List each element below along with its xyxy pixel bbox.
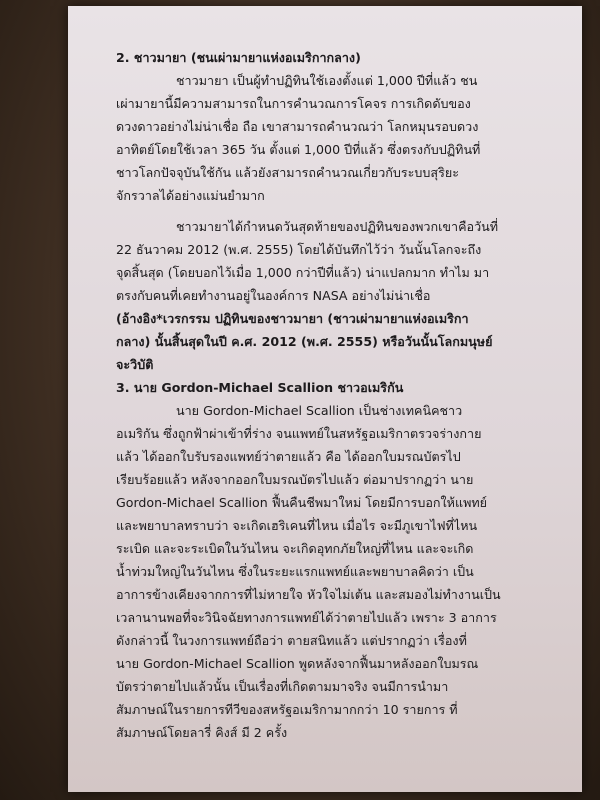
paragraph-line: 22 ธันวาคม 2012 (พ.ศ. 2555) โดยได้บันทึกไว้ว่า วันนั้นโลกจะถึง: [116, 242, 482, 257]
section-3-heading: 3. นาย Gordon-Michael Scallion ชาวอเมริกัน: [116, 380, 404, 395]
section-2-heading: 2. ชาวมายา (ชนเผ่ามายาแห่งอเมริกากลาง): [116, 50, 361, 65]
document-page: [68, 6, 582, 792]
paragraph-line: สัมภาษณ์โดยลารี่ คิงส์ มี 2 ครั้ง: [116, 725, 288, 740]
paragraph-line: ดังกล่าวนี้ ในวงการแพทย์ถือว่า ตายสนิทแล้ว แต่ปรากฏว่า เรื่องที่: [116, 633, 467, 648]
paragraph-line: อาทิตย์โดยใช้เวลา 365 วัน ตั้งแต่ 1,000 ปีที่แล้ว ซึ่งตรงกับปฏิทินที่: [116, 142, 481, 157]
paragraph-line: นาย Gordon-Michael Scallion เป็นช่างเทคนิคชาว: [176, 403, 463, 418]
paragraph-line: สัมภาษณ์ในรายการทีวีของสหรัฐอเมริกามากกว่า 10 รายการ ที่: [116, 702, 458, 717]
paragraph-line: และพยาบาลทราบว่า จะเกิดเฮริเคนที่ไหน เมื่อไร จะมีภูเขาไฟที่ไหน: [116, 518, 478, 533]
paragraph-line: Gordon-Michael Scallion ฟื้นคืนชีพมาใหม่ โดยมีการบอกให้แพทย์: [116, 495, 488, 510]
paragraph-line: เรียบร้อยแล้ว หลังจากออกใบมรณบัตรไปแล้ว ต่อมาปรากฏว่า นาย: [116, 472, 474, 487]
document-text: [116, 46, 546, 744]
paragraph-line: ตรงกับคนที่เคยทำงานอยู่ในองค์การ NASA อย่างไม่น่าเชื่อ: [116, 288, 431, 303]
paragraph-line: อาการข้างเคียงจากการที่ไม่หายใจ หัวใจไม่เต้น และสมองไม่ทำงานเป็น: [116, 587, 501, 602]
citation-line: (อ้างอิง*เวรกรรม ปฏิทินของชาวมายา (ชาวเผ่ามายาแห่งอเมริกา: [116, 311, 469, 326]
paragraph-line: ระเบิด และจะระเบิดในวันไหน จะเกิดอุทกภัยใหญ่ที่ไหน และจะเกิด: [116, 541, 474, 556]
paragraph-line: น้ำท่วมใหญ่ในวันไหน ซึ่งในระยะแรกแพทย์และพยาบาลคิดว่า เป็น: [116, 564, 474, 579]
paragraph-line: อเมริกัน ซึ่งถูกฟ้าผ่าเข้าที่ร่าง จนแพทย์ในสหรัฐอเมริกาตรวจร่างกาย: [116, 426, 482, 441]
paragraph-line: ชาวมายา เป็นผู้ทำปฏิทินใช้เองตั้งแต่ 1,000 ปีที่แล้ว ชน: [176, 73, 478, 88]
paragraph-line: จักรวาลได้อย่างแม่นยำมาก: [116, 188, 265, 203]
citation-line: กลาง) นั้นสิ้นสุดในปี ค.ศ. 2012 (พ.ศ. 2555) หรือวันนั้นโลกมนุษย์: [116, 334, 493, 349]
paragraph-line: บัตรว่าตายไปแล้วนั้น เป็นเรื่องที่เกิดตามมาจริง จนมีการนำมา: [116, 679, 449, 694]
paragraph-line: ชาวโลกปัจจุบันใช้กัน แล้วยังสามารถคำนวณเกี่ยวกับระบบสุริยะ: [116, 165, 460, 180]
paragraph-line: ชาวมายาได้กำหนดวันสุดท้ายของปฏิทินของพวกเขาคือวันที่: [176, 219, 499, 234]
paragraph-line: ดวงดาวอย่างไม่น่าเชื่อ ถือ เขาสามารถคำนวณว่า โลกหมุนรอบดวง: [116, 119, 479, 134]
paragraph-line: เผ่ามายานี้มีความสามารถในการคำนวณการโคจร การเกิดดับของ: [116, 96, 471, 111]
paragraph-line: จุดสิ้นสุด (โดยบอกไว้เมื่อ 1,000 กว่าปีที่แล้ว) น่าแปลกมาก ทำไม มา: [116, 265, 490, 280]
paragraph-line: นาย Gordon-Michael Scallion พูดหลังจากฟื้นมาหลังออกใบมรณ: [116, 656, 479, 671]
citation-line: จะวิบัติ: [116, 357, 154, 372]
paragraph-line: แล้ว ได้ออกใบรับรองแพทย์ว่าตายแล้ว คือ ได้ออกใบมรณบัตรไป: [116, 449, 461, 464]
paragraph-line: เวลานานพอที่จะวินิจฉัยทางการแพทย์ได้ว่าตายไปแล้ว เพราะ 3 อาการ: [116, 610, 497, 625]
